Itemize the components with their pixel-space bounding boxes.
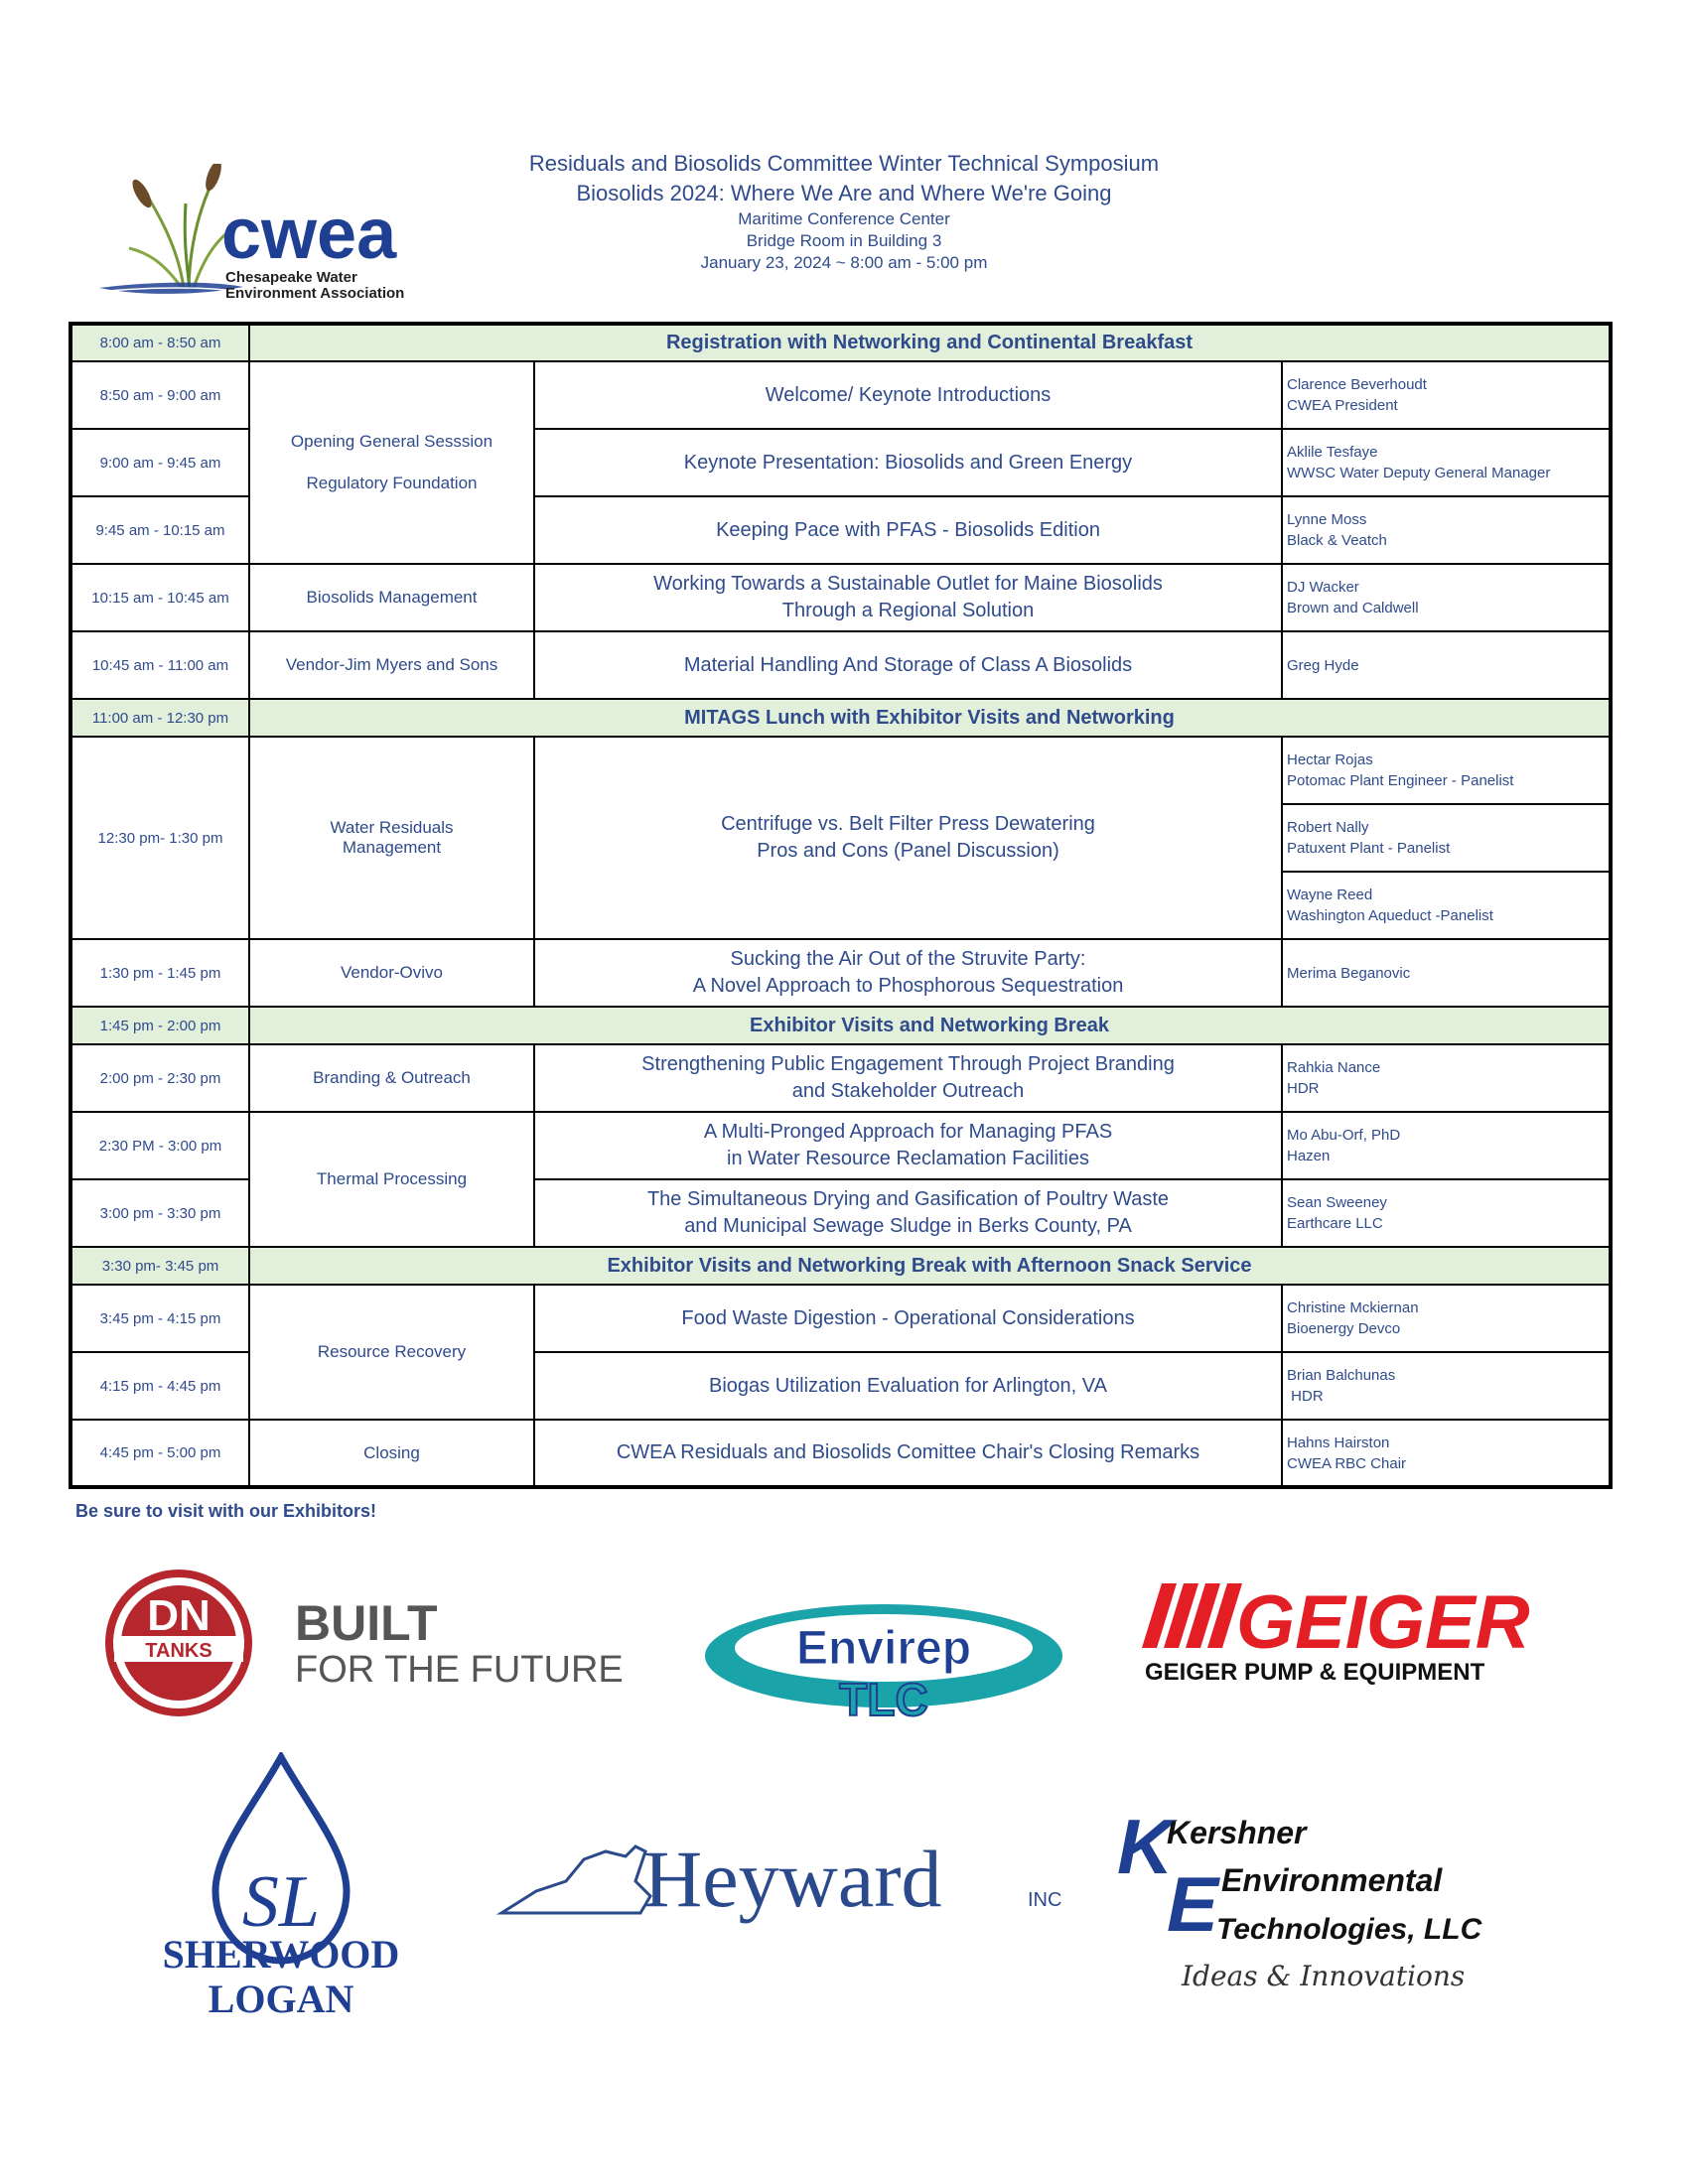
ket-kershner: Kershner <box>1167 1815 1307 1850</box>
speaker-affiliation: Patuxent Plant - Panelist <box>1287 840 1451 857</box>
speaker-cell <box>1282 1352 1611 1420</box>
talk-line: Strengthening Public Engagement Through Project Branding <box>641 1053 1175 1075</box>
table-row <box>70 324 1611 361</box>
speaker-name: Robert Nally <box>1287 819 1369 836</box>
talk-line: A Novel Approach to Phosphorous Sequestration <box>692 975 1124 997</box>
time-cell: 3:30 pm- 3:45 pm <box>70 1247 249 1285</box>
heyward-logo <box>496 1822 1092 1931</box>
table-row <box>70 361 1611 429</box>
time-cell: 4:45 pm - 5:00 pm <box>70 1420 249 1487</box>
talk-line: in Water Resource Reclamation Facilities <box>727 1148 1089 1169</box>
speaker-name: Christine Mckiernan <box>1287 1299 1419 1316</box>
speaker-cell <box>1282 872 1611 939</box>
speaker-cell <box>1282 361 1611 429</box>
time-cell: 3:00 pm - 3:30 pm <box>70 1179 249 1247</box>
geiger-stripes-icon <box>1142 1583 1242 1648</box>
speaker-cell <box>1282 1112 1611 1179</box>
speaker-cell <box>1282 496 1611 564</box>
ket-environmental: Environmental <box>1221 1862 1443 1898</box>
table-row <box>70 939 1611 1007</box>
kershner-logo <box>1112 1802 1609 2000</box>
symposium-header <box>397 149 1291 274</box>
speaker-cell <box>1282 1179 1611 1247</box>
map-outline-icon <box>501 1846 650 1913</box>
session-line: Management <box>342 838 442 857</box>
exhibitors-callout: Be sure to visit with our Exhibitors! <box>75 1501 377 1521</box>
talk-cell: Keeping Pace with PFAS - Biosolids Edition <box>534 496 1282 564</box>
envirep-tlc: TLC <box>839 1674 928 1725</box>
table-row <box>70 1285 1611 1352</box>
speaker-cell <box>1282 1044 1611 1112</box>
cwea-logo <box>94 164 462 303</box>
heyward-word: Heyward <box>643 1834 942 1924</box>
session-cell: Branding & Outreach <box>249 1044 534 1112</box>
venue: Maritime Conference Center <box>738 209 950 228</box>
time-cell: 1:30 pm - 1:45 pm <box>70 939 249 1007</box>
band-title: Exhibitor Visits and Networking Break with Afternoon Snack Service <box>249 1247 1611 1285</box>
logan-word: LOGAN <box>208 1977 354 2020</box>
session-cell <box>249 737 534 939</box>
speaker-name: Greg Hyde <box>1287 656 1359 674</box>
geiger-tagline: GEIGER PUMP & EQUIPMENT <box>1145 1659 1485 1686</box>
speaker-cell <box>1282 939 1611 1007</box>
time-cell: 10:15 am - 10:45 am <box>70 564 249 631</box>
speaker-affiliation: Earthcare LLC <box>1287 1215 1383 1232</box>
ket-k-mark: K <box>1117 1803 1174 1890</box>
speaker-affiliation: WWSC Water Deputy General Manager <box>1287 465 1551 481</box>
cwea-wordmark: cwea <box>221 195 397 274</box>
speaker-name: DJ Wacker <box>1287 579 1359 596</box>
sherwood-logan-logo <box>134 1752 432 2020</box>
speaker-affiliation: HDR <box>1287 1080 1320 1097</box>
table-row <box>70 564 1611 631</box>
talk-cell <box>534 1112 1282 1179</box>
sl-monogram: SL <box>241 1861 321 1943</box>
speaker-affiliation: Brown and Caldwell <box>1287 600 1419 616</box>
sherwood-word: SHERWOOD <box>162 1932 400 1977</box>
speaker-name: Hahns Hairston <box>1287 1433 1390 1451</box>
talk-cell <box>534 564 1282 631</box>
talk-cell: CWEA Residuals and Biosolids Comittee Chair's Closing Remarks <box>534 1420 1282 1487</box>
speaker-affiliation: CWEA President <box>1287 397 1398 414</box>
time-cell: 4:15 pm - 4:45 pm <box>70 1352 249 1420</box>
talk-cell <box>534 737 1282 939</box>
speaker-cell <box>1282 631 1611 699</box>
time-cell: 11:00 am - 12:30 pm <box>70 699 249 737</box>
speaker-name: Clarence Beverhoudt <box>1287 376 1427 393</box>
session-cell: Resource Recovery <box>249 1285 534 1420</box>
table-row <box>70 699 1611 737</box>
speaker-name: Hectar Rojas <box>1287 751 1373 768</box>
speaker-affiliation: CWEA RBC Chair <box>1287 1454 1407 1472</box>
talk-line: Working Towards a Sustainable Outlet for Maine Biosolids <box>653 573 1163 595</box>
talk-cell: Material Handling And Storage of Class A Biosolids <box>534 631 1282 699</box>
speaker-cell <box>1282 804 1611 872</box>
dn-tanks-word: TANKS <box>145 1640 212 1662</box>
talk-cell <box>534 1044 1282 1112</box>
speaker-name: Wayne Reed <box>1287 887 1373 903</box>
geiger-logo <box>1142 1578 1599 1688</box>
envirep-word: Envirep <box>795 1622 972 1675</box>
table-row <box>70 1007 1611 1044</box>
speaker-affiliation: Bioenergy Devco <box>1287 1320 1401 1337</box>
dn-tanks-logo <box>104 1569 670 1717</box>
speaker-name: Lynne Moss <box>1287 511 1367 528</box>
speaker-cell <box>1282 737 1611 804</box>
date-time: January 23, 2024 ~ 8:00 am - 5:00 pm <box>700 253 988 272</box>
talk-line: A Multi-Pronged Approach for Managing PFAS <box>703 1121 1113 1143</box>
dn-built: BUILT <box>295 1595 438 1651</box>
time-cell: 9:00 am - 9:45 am <box>70 429 249 496</box>
ket-e-mark: E <box>1167 1860 1219 1948</box>
talk-line: Centrifuge vs. Belt Filter Press Dewatering <box>721 813 1095 835</box>
talk-line: Sucking the Air Out of the Struvite Party: <box>730 948 1086 970</box>
dn-letters: DN <box>147 1591 211 1640</box>
talk-line: and Stakeholder Outreach <box>791 1080 1025 1102</box>
ket-tagline: Ideas & Innovations <box>1182 1960 1466 1992</box>
band-title: Registration with Networking and Continental Breakfast <box>249 324 1611 361</box>
talk-cell: Welcome/ Keynote Introductions <box>534 361 1282 429</box>
speaker-name: Sean Sweeney <box>1287 1194 1387 1211</box>
session-name: Opening General Sesssion <box>290 432 493 451</box>
speaker-name: Mo Abu-Orf, PhD <box>1287 1127 1401 1144</box>
speaker-name: Merima Beganovic <box>1287 964 1411 982</box>
table-row <box>70 631 1611 699</box>
session-cell: Closing <box>249 1420 534 1487</box>
room: Bridge Room in Building 3 <box>746 231 942 250</box>
speaker-name: Brian Balchunas <box>1287 1367 1396 1384</box>
session-line: Water Residuals <box>330 818 454 837</box>
speaker-cell <box>1282 1285 1611 1352</box>
time-cell: 8:00 am - 8:50 am <box>70 324 249 361</box>
time-cell: 1:45 pm - 2:00 pm <box>70 1007 249 1044</box>
session-cell: Vendor-Jim Myers and Sons <box>249 631 534 699</box>
time-cell: 2:30 PM - 3:00 pm <box>70 1112 249 1179</box>
talk-cell: Keynote Presentation: Biosolids and Green Energy <box>534 429 1282 496</box>
speaker-name: Rahkia Nance <box>1287 1059 1381 1076</box>
time-cell: 10:45 am - 11:00 am <box>70 631 249 699</box>
speaker-affiliation: HDR <box>1287 1388 1324 1405</box>
speaker-affiliation: Potomac Plant Engineer - Panelist <box>1287 772 1514 789</box>
talk-line: Through a Regional Solution <box>781 600 1035 621</box>
talk-cell: Food Waste Digestion - Operational Considerations <box>534 1285 1282 1352</box>
time-cell: 9:45 am - 10:15 am <box>70 496 249 564</box>
talk-cell: Biogas Utilization Evaluation for Arlington, VA <box>534 1352 1282 1420</box>
table-row <box>70 1044 1611 1112</box>
time-cell: 2:00 pm - 2:30 pm <box>70 1044 249 1112</box>
cwea-org-line2: Environment Association <box>225 285 405 302</box>
time-cell: 8:50 am - 9:00 am <box>70 361 249 429</box>
speaker-cell <box>1282 564 1611 631</box>
speaker-affiliation: Hazen <box>1287 1148 1331 1164</box>
speaker-affiliation: Washington Aqueduct -Panelist <box>1287 907 1493 924</box>
time-cell: 12:30 pm- 1:30 pm <box>70 737 249 939</box>
talk-line: The Simultaneous Drying and Gasification of Poultry Waste <box>646 1188 1170 1210</box>
cwea-org-line1: Chesapeake Water <box>225 269 357 286</box>
band-title: MITAGS Lunch with Exhibitor Visits and Networking <box>249 699 1611 737</box>
band-title: Exhibitor Visits and Networking Break <box>249 1007 1611 1044</box>
table-row <box>70 1247 1611 1285</box>
talk-cell <box>534 1179 1282 1247</box>
talk-line: and Municipal Sewage Sludge in Berks County, PA <box>684 1215 1132 1237</box>
speaker-cell <box>1282 1420 1611 1487</box>
heyward-inc: INC <box>1028 1889 1062 1911</box>
session-cell: Thermal Processing <box>249 1112 534 1247</box>
table-row <box>70 1420 1611 1487</box>
talk-cell <box>534 939 1282 1007</box>
speaker-name: Aklile Tesfaye <box>1287 444 1378 461</box>
ket-technologies: Technologies, LLC <box>1216 1913 1482 1946</box>
envirep-logo <box>700 1598 1067 1727</box>
time-cell: 3:45 pm - 4:15 pm <box>70 1285 249 1352</box>
talk-line: Pros and Cons (Panel Discussion) <box>757 840 1059 862</box>
symposium-title: Residuals and Biosolids Committee Winter Technical Symposium <box>528 151 1160 176</box>
schedule-table <box>69 322 1613 1489</box>
speaker-affiliation: Black & Veatch <box>1287 532 1387 549</box>
session-cell: Vendor-Ovivo <box>249 939 534 1007</box>
speaker-cell <box>1282 429 1611 496</box>
geiger-word: GEIGER <box>1236 1580 1530 1665</box>
session-cell <box>249 361 534 564</box>
table-row <box>70 1112 1611 1179</box>
dn-future: FOR THE FUTURE <box>295 1649 624 1691</box>
session-cell: Biosolids Management <box>249 564 534 631</box>
table-row <box>70 737 1611 804</box>
symposium-subtitle: Biosolids 2024: Where We Are and Where We're Going <box>576 181 1112 205</box>
session-subtitle: Regulatory Foundation <box>306 474 478 492</box>
